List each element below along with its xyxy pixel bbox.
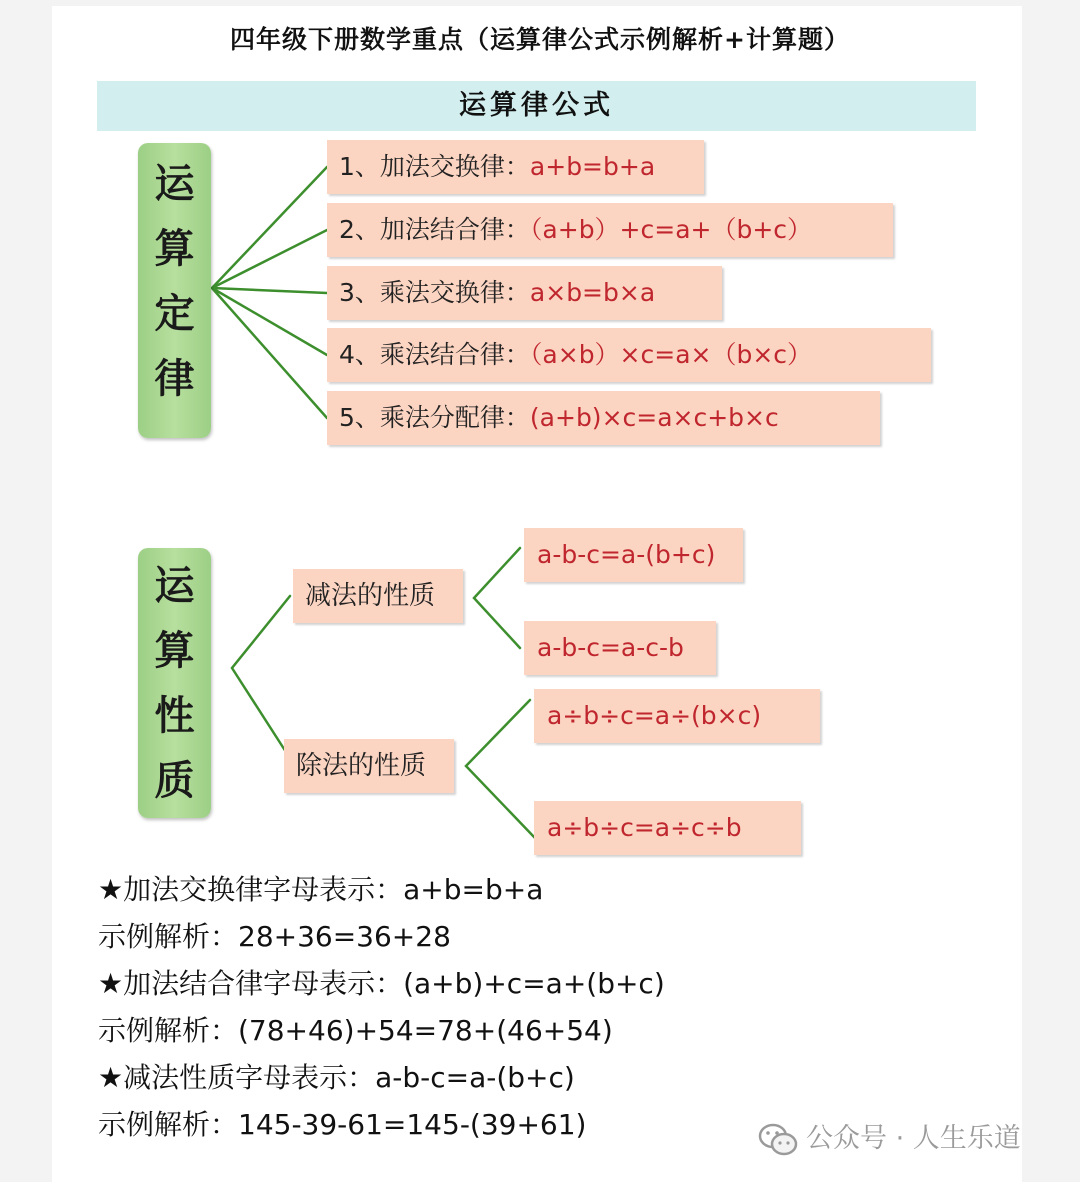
- note-line: ★加法结合律字母表示：(a+b)+c=a+(b+c): [98, 967, 665, 1000]
- connector-law-4: [212, 288, 327, 355]
- subtraction-formula-2: a-b-c=a-c-b: [524, 621, 716, 675]
- division-formula-2: a÷b÷c=a÷c÷b: [534, 801, 801, 855]
- law-label: 5、乘法分配律：: [339, 403, 530, 432]
- law-item-associative-multiplication: [327, 328, 931, 382]
- law-item-commutative-addition: [327, 140, 704, 194]
- connector-division: [466, 700, 535, 838]
- subtraction-property-label: 减法的性质: [293, 569, 463, 623]
- note-line: ★加法交换律字母表示：a+b=b+a: [98, 873, 544, 906]
- law-label: 3、乘法交换律：: [339, 278, 530, 307]
- law-formula: （a+b）+c=a+（b+c）: [529, 215, 813, 244]
- note-line: 示例解析：145-39-61=145-(39+61): [98, 1108, 587, 1141]
- connector-law-2: [212, 230, 327, 288]
- law-formula: （a×b）×c=a×（b×c）: [529, 340, 813, 369]
- operation-properties-label: 运 算 性 质: [138, 548, 211, 818]
- section-banner: 运算律公式: [97, 81, 976, 131]
- note-line: 示例解析：(78+46)+54=78+(46+54): [98, 1014, 613, 1047]
- law-formula: a+b=b+a: [529, 152, 656, 181]
- connector-props: [232, 596, 290, 752]
- watermark: [758, 1117, 1021, 1161]
- law-label: 2、加法结合律：: [339, 215, 530, 244]
- note-line: 示例解析：28+36=36+28: [98, 920, 451, 953]
- connector-law-1: [212, 167, 327, 288]
- law-label: 1、加法交换律：: [339, 152, 530, 181]
- operation-laws-label: 运 算 定 律: [138, 143, 211, 438]
- connector-subtraction: [474, 548, 520, 648]
- subtraction-formula-1: a-b-c=a-(b+c): [524, 528, 743, 582]
- law-item-commutative-multiplication: [327, 266, 722, 320]
- wechat-icon: [758, 1123, 798, 1157]
- note-line: ★减法性质字母表示：a-b-c=a-(b+c): [98, 1061, 575, 1094]
- law-formula: (a+b)×c=a×c+b×c: [529, 403, 779, 432]
- law-item-distributive: [327, 391, 880, 445]
- notes-section: [98, 866, 665, 1148]
- law-formula: a×b=b×a: [529, 278, 656, 307]
- watermark-text: 公众号 · 人生乐道: [806, 1123, 1021, 1154]
- connector-law-5: [212, 288, 327, 418]
- division-formula-1: a÷b÷c=a÷(b×c): [534, 689, 820, 743]
- division-property-label: 除法的性质: [284, 739, 454, 793]
- law-item-associative-addition: [327, 203, 893, 257]
- document-title: 四年级下册数学重点（运算律公式示例解析+计算题）: [230, 25, 850, 54]
- connector-law-3: [212, 288, 327, 293]
- law-label: 4、乘法结合律：: [339, 340, 530, 369]
